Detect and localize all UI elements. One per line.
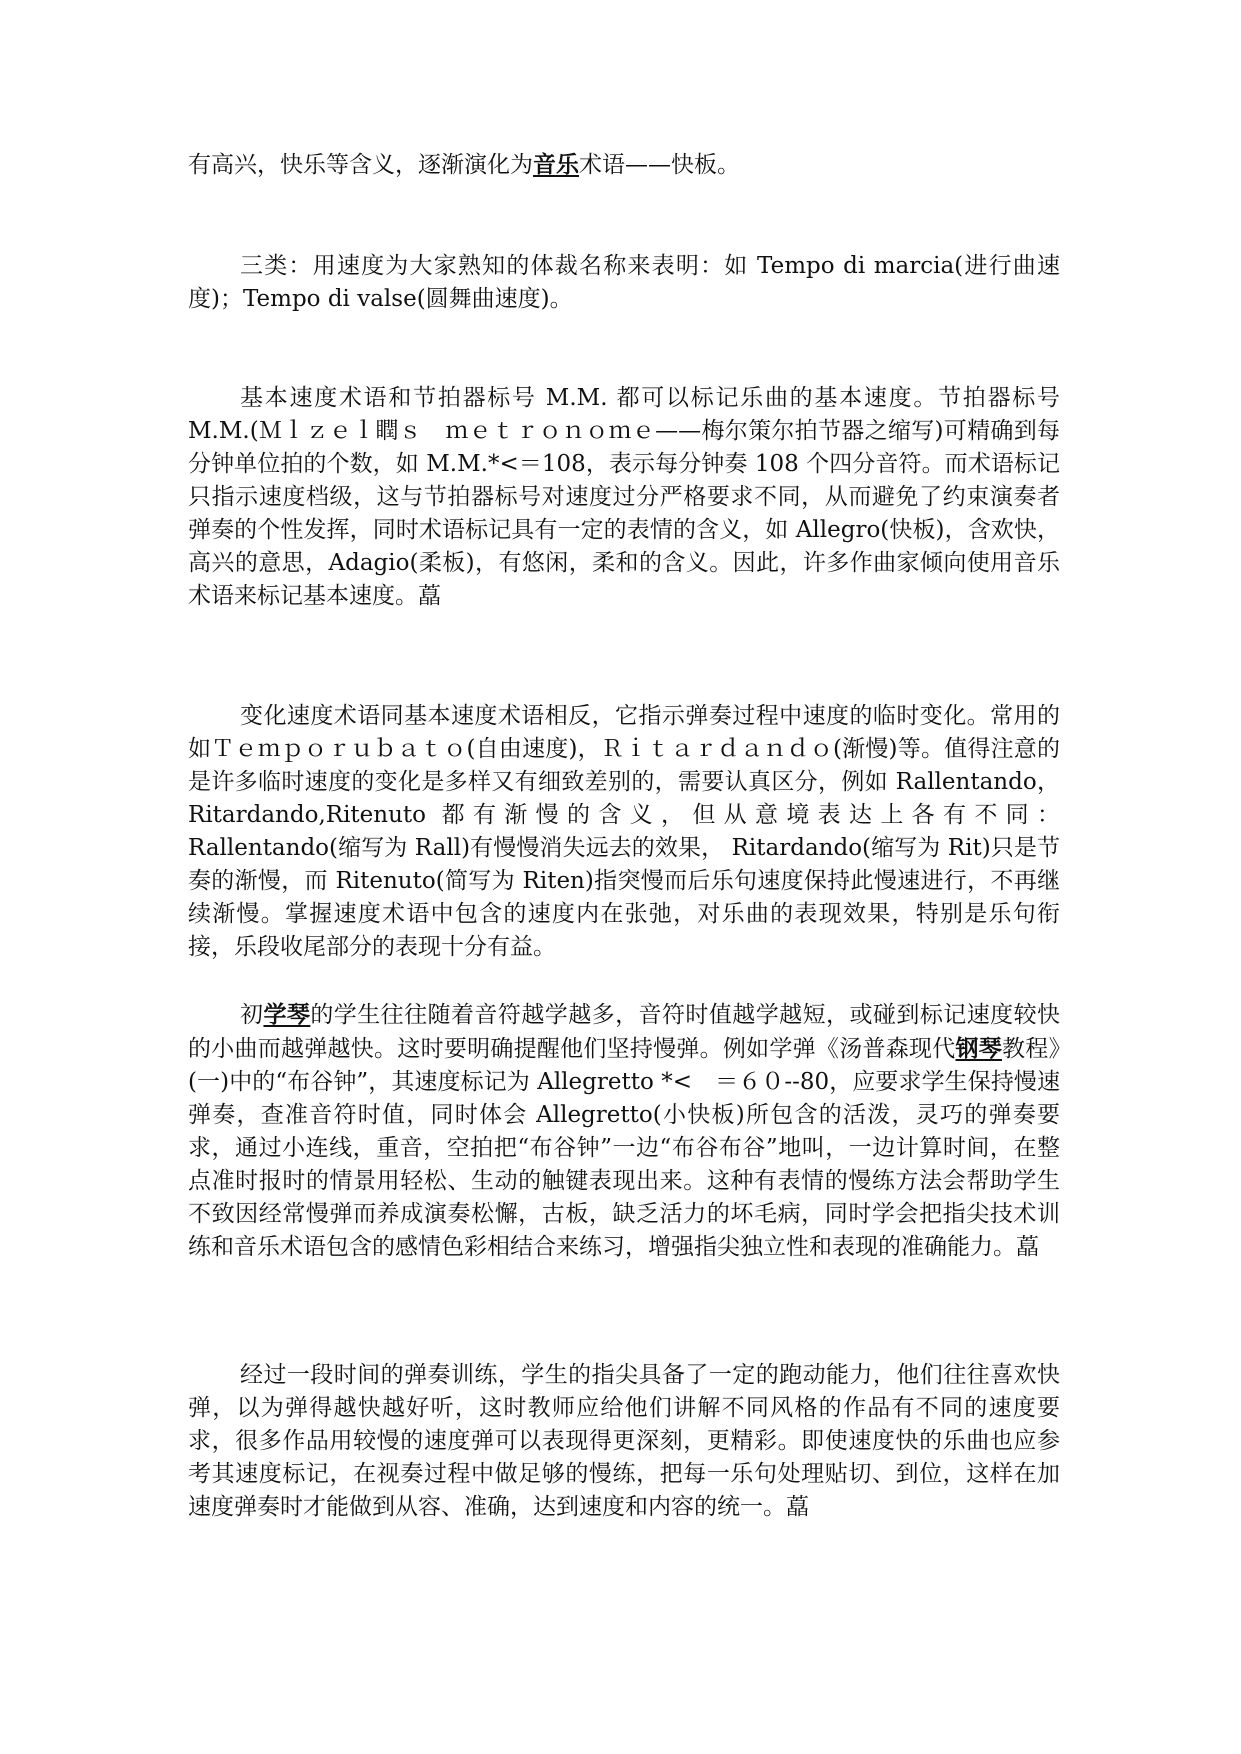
paragraph-5-text-c: 教程》(一)中的“布谷钟”，其速度标记为 Allegretto *< ＝６０--80，应要求学生保持慢速弹奏，查准音符时值，同时体会 Allegretto(小快板)所包含的活泼，灵巧的弹奏要求，通过小连线，重音，空拍把“布谷钟”一边“布谷布谷”地叫，一边计算时间，在整点准时报时的情景用轻松、生动的触键表现出来。这种有表情的慢练方法会帮助学生不致因经常慢弹而养成演奏松懈，古板，缺乏活力的坏毛病，同时学会把指尖技术训练和音乐术语包含的感情色彩相结合来练习，增强指尖独立性和表现的准确能力。藠 (188, 1036, 1061, 1260)
paragraph-5-text-a: 初 (240, 1002, 264, 1028)
paragraph-1 (188, 148, 1060, 182)
paragraph-3: 基本速度术语和节拍器标号 M.M. 都可以标记乐曲的基本速度。节拍器标号 M.M.(Ｍｌｚｅｌ瞤ｓ ｍｅｔｒｏｎｏｍｅ——梅尔策尔拍节器之缩写)可精确到每分钟单位拍的个数，如 M.M.*<＝108，表示每分钟奏 108 个四分音符。而术语标记只指示速度档级，这与节拍器标号对速度过分严格要求不同，从而避免了约束演奏者弹奏的个性发挥，同时术语标记具有一定的表情的含义，如 Allegro(快板)，含欢快，高兴的意思，Adagio(柔板)，有悠闲，柔和的含义。因此，许多作曲家倾向使用音乐术语来标记基本速度。藠 (188, 385, 1060, 609)
paragraph-6: 经过一段时间的弹奏训练，学生的指尖具备了一定的跑动能力，他们往往喜欢快弹，以为弹得越快越好听，这时教师应给他们讲解不同风格的作品有不同的速度要求，很多作品用较慢的速度弹可以表现得更深刻，更精彩。即使速度快的乐曲也应参考其速度标记，在视奏过程中做足够的慢练，把每一乐句处理贴切、到位，这样在加速度弹奏时才能做到从容、准确，达到速度和内容的统一。藠 (188, 1362, 1060, 1520)
paragraph-1-text-a: 有高兴，快乐等含义，逐渐演化为 (188, 152, 533, 178)
link-piano[interactable]: 钢琴 (955, 1035, 1002, 1062)
link-learn-piano[interactable]: 学琴 (263, 1001, 311, 1028)
paragraph-4: 变化速度术语同基本速度术语相反，它指示弹奏过程中速度的临时变化。常用的如Ｔｅｍｐｏｒｕｂａｔｏ(自由速度)，Ｒｉｔａｒｄａｎｄｏ(渐慢)等。值得注意的是许多临时速度的变化是多样又有细致差别的，需要认真区分，例如 Rallentando， Ritardando,Ritenuto 都有渐慢的含义，但从意境表达上各有不同：Rallentando(缩写为 Rall)有慢慢消失远去的效果， Ritardando(缩写为 Rit)只是节奏的渐慢，而 Ritenuto(简写为 Riten)指突慢而后乐句速度保持此慢速进行，不再继续渐慢。掌握速度术语中包含的速度内在张弛，对乐曲的表现效果，特别是乐句衔接，乐段收尾部分的表现十分有益。 (188, 703, 1060, 960)
paragraph-1-text-b: 术语——快板。 (579, 152, 740, 178)
link-music[interactable]: 音乐 (533, 151, 579, 178)
paragraph-2: 三类：用速度为大家熟知的体裁名称来表明：如 Tempo di marcia(进行曲速度)；Tempo di valse(圆舞曲速度)。 (188, 253, 1060, 312)
paragraph-5-text-b: 的学生往往随着音符越学越多，音符时值越学越短，或碰到标记速度较快的小曲而越弹越快。这时要明确提醒他们坚持慢弹。例如学弹《汤普森现代 (188, 1002, 1061, 1062)
paragraph-5 (188, 998, 1060, 1264)
